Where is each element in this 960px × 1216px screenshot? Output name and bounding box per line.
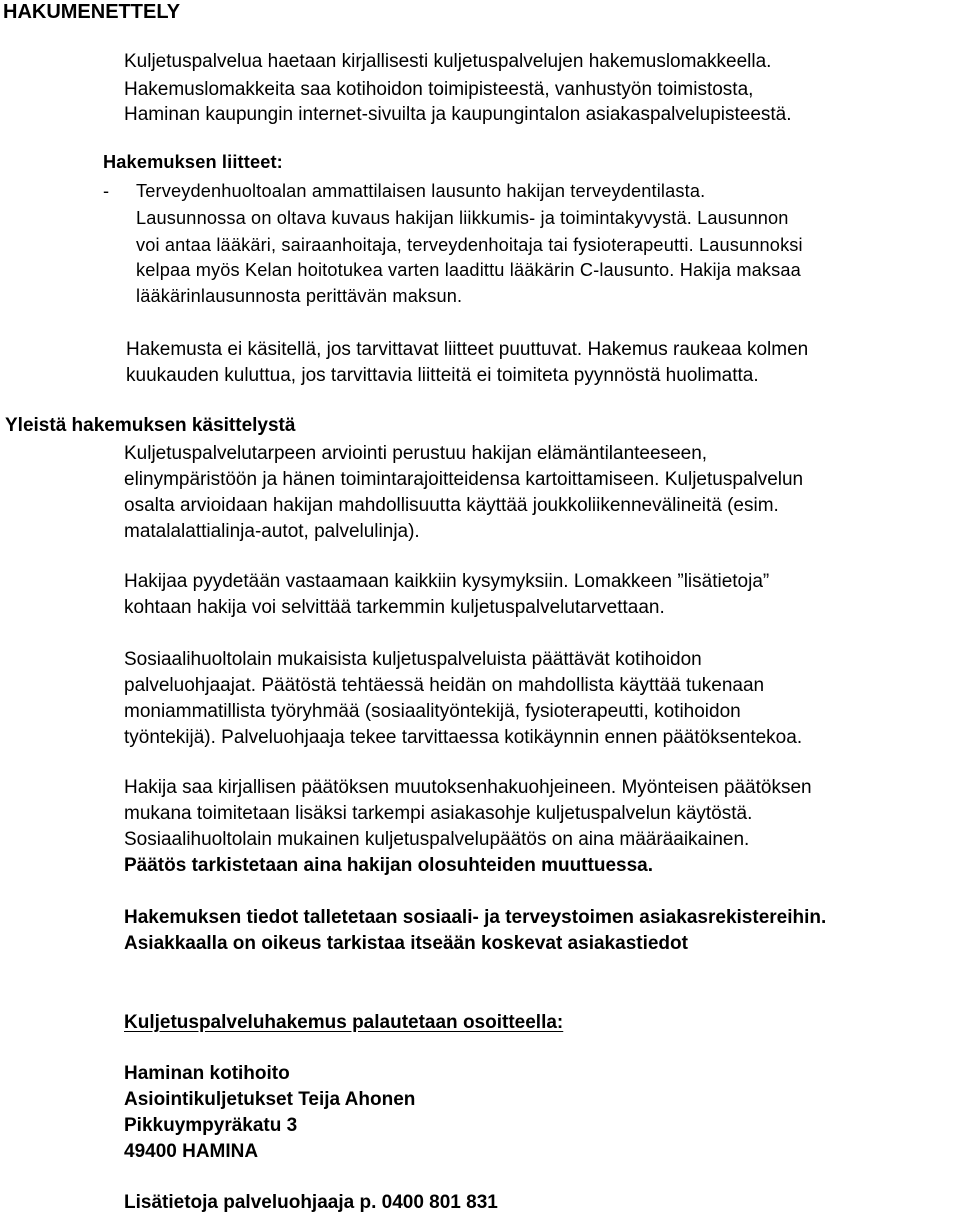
register-line: Asiakkaalla on oikeus tarkistaa itseään koskevat asiakastiedot bbox=[124, 933, 688, 954]
paragraph-line: Kuljetuspalvelutarpeen arviointi perustuu hakijan elämäntilanteeseen, bbox=[124, 443, 708, 464]
paragraph-line: palveluohjaajat. Päätöstä tehtäessä heidän on mahdollista käyttää tukenaan bbox=[124, 675, 765, 696]
address-line: Asiointikuljetukset Teija Ahonen bbox=[124, 1089, 416, 1110]
paragraph-line: kohtaan hakija voi selvittää tarkemmin kuljetuspalvelutarvettaan. bbox=[124, 597, 665, 618]
intro-line: Hakemuslomakkeita saa kotihoidon toimipisteestä, vanhustyön toimistosta, bbox=[124, 79, 754, 100]
address-line: Haminan kotihoito bbox=[124, 1063, 290, 1084]
page-title: HAKUMENETTELY bbox=[3, 1, 181, 23]
attachments-note-line: kuukauden kuluttua, jos tarvittavia liitteitä ei toimiteta pyynnöstä huolimatta. bbox=[126, 365, 759, 386]
attachments-line: Lausunnossa on oltava kuvaus hakijan liikkumis- ja toimintakyvystä. Lausunnon bbox=[136, 208, 789, 228]
paragraph-line: moniammatillista työryhmää (sosiaalityöntekijä, fysioterapeutti, kotihoidon bbox=[124, 701, 741, 722]
paragraph-line: osalta arvioidaan hakijan mahdollisuutta käyttää joukkoliikennevälineitä (esim. bbox=[124, 495, 779, 516]
attachments-line: voi antaa lääkäri, sairaanhoitaja, terveydenhoitaja tai fysioterapeutti. Lausunnoksi bbox=[136, 235, 803, 255]
list-bullet: - bbox=[103, 181, 110, 201]
paragraph-line: työntekijä). Palveluohjaaja tekee tarvittaessa kotikäynnin ennen päätöksentekoa. bbox=[124, 727, 803, 748]
paragraph-line: mukana toimitetaan lisäksi tarkempi asiakasohje kuljetuspalvelun käytöstä. bbox=[124, 803, 753, 824]
address-line: Pikkuympyräkatu 3 bbox=[124, 1115, 298, 1136]
emphasis-line: Päätös tarkistetaan aina hakijan olosuhteiden muuttuessa. bbox=[124, 855, 653, 876]
contact-line: Lisätietoja palveluohjaaja p. 0400 801 831 bbox=[124, 1192, 498, 1213]
attachments-line: kelpaa myös Kelan hoitotukea varten laadittu lääkärin C-lausunto. Hakija maksaa bbox=[136, 260, 801, 280]
paragraph-line: Hakijaa pyydetään vastaamaan kaikkiin kysymyksiin. Lomakkeen ”lisätietoja” bbox=[124, 571, 770, 592]
intro-line: Kuljetuspalvelua haetaan kirjallisesti kuljetuspalvelujen hakemuslomakkeella. bbox=[124, 51, 772, 72]
paragraph-line: Sosiaalihuoltolain mukaisista kuljetuspalveluista päättävät kotihoidon bbox=[124, 649, 702, 670]
attachments-note-line: Hakemusta ei käsitellä, jos tarvittavat liitteet puuttuvat. Hakemus raukeaa kolmen bbox=[126, 339, 809, 360]
attachments-line: Terveydenhuoltoalan ammattilaisen lausunto hakijan terveydentilasta. bbox=[136, 181, 706, 201]
paragraph-line: elinympäristöön ja hänen toimintarajoitteidensa kartoittamiseen. Kuljetuspalvelun bbox=[124, 469, 804, 490]
attachments-line: lääkärinlausunnosta perittävän maksun. bbox=[136, 286, 463, 306]
paragraph-line: Sosiaalihuoltolain mukainen kuljetuspalvelupäätös on aina määräaikainen. bbox=[124, 829, 750, 850]
section-heading: Yleistä hakemuksen käsittelystä bbox=[5, 415, 296, 436]
register-line: Hakemuksen tiedot talletetaan sosiaali- ja terveystoimen asiakasrekistereihin. bbox=[124, 907, 827, 928]
paragraph-line: Hakija saa kirjallisen päätöksen muutoksenhakuohjeineen. Myönteisen päätöksen bbox=[124, 777, 812, 798]
return-heading: Kuljetuspalveluhakemus palautetaan osoitteella: bbox=[124, 1012, 564, 1033]
paragraph-line: matalalattialinja-autot, palvelulinja). bbox=[124, 521, 420, 542]
attachments-heading: Hakemuksen liitteet: bbox=[103, 152, 283, 172]
address-line: 49400 HAMINA bbox=[124, 1141, 259, 1162]
intro-line: Haminan kaupungin internet-sivuilta ja kaupungintalon asiakaspalvelupisteestä. bbox=[124, 104, 792, 125]
